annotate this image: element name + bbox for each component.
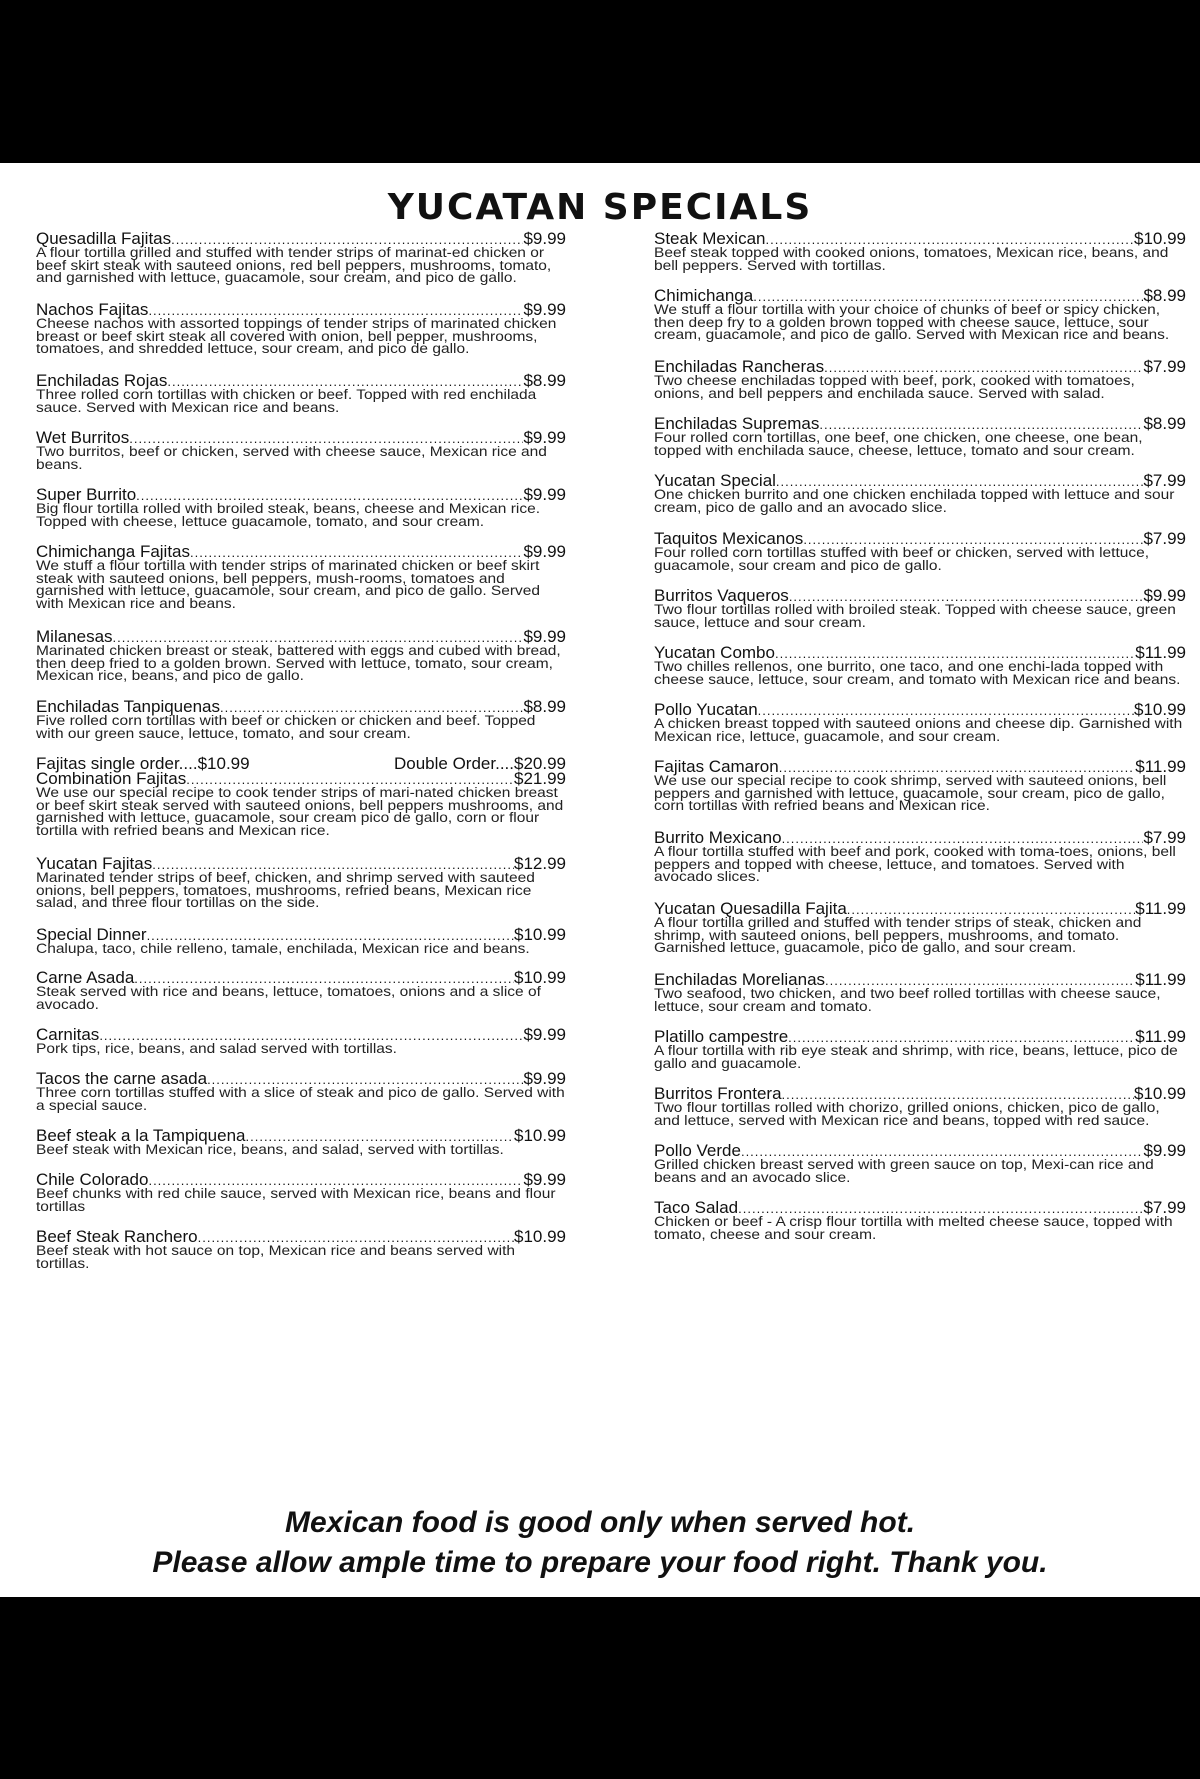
menu-item — [654, 585, 1186, 631]
fajitas-double-label: Double Order....$20.99 — [393, 754, 566, 774]
menu-item-price: $10.99 — [514, 968, 566, 988]
menu-item-description: Grilled chicken breast served with green sauce on top, Mexi-can rice and beans and an avocado slice. — [654, 1157, 1154, 1186]
menu-item — [36, 970, 566, 1013]
menu-item-price: $7.99 — [1143, 356, 1186, 376]
menu-item-name: Yucatan Special — [654, 471, 776, 491]
menu-item — [654, 288, 1186, 345]
menu-item-price: $8.99 — [1143, 414, 1186, 434]
menu-item — [654, 642, 1186, 688]
menu-item-description: A flour tortilla grilled and stuffed with tender strips of steak, chicken and shrimp, with sauteed onions, bell peppers, mushrooms, and tomato. Garnished lettuce, guacamole, pico de gallo, and sour cream. — [654, 915, 1142, 956]
fajitas-single-label: Fajitas single order....$10.99 — [36, 754, 250, 774]
menu-item-description: Chalupa, taco, chile relleno, tamale, enchilada, Mexican rice and beans. — [36, 940, 530, 957]
menu-item — [36, 1128, 566, 1158]
menu-item-description: Two flour tortillas rolled with broiled steak. Topped with cheese sauce, green sauce, lettuce and sour cream. — [654, 601, 1176, 631]
menu-item-name: Beef Steak Ranchero — [36, 1226, 198, 1246]
menu-item-name: Yucatan Quesadilla Fajita — [654, 898, 847, 918]
menu-item-description: Marinated chicken breast or steak, battered with eggs and cubed with bread, then deep fried to a golden brown. Served with lettuce, tomato, sour cream, Mexican rice, beans, and pico de gallo. — [36, 642, 561, 684]
menu-item-description: Beef steak with hot sauce on top, Mexican rice and beans served with tortillas. — [36, 1243, 516, 1272]
menu-item-price: $9.99 — [523, 1069, 566, 1088]
menu-item-name: Pollo Verde — [654, 1141, 741, 1161]
footer-line-2: Please allow ample time to prepare your food right. Thank you. — [152, 1546, 1048, 1579]
menu-item-price: $8.99 — [523, 370, 566, 390]
menu-item — [36, 924, 566, 957]
menu-item-name: Burrito Mexicano — [654, 828, 782, 848]
menu-item-description: Beef steak with Mexican rice, beans, and salad, served with tortillas. — [36, 1142, 504, 1158]
menu-item-price: $7.99 — [1143, 528, 1186, 548]
left-column — [36, 231, 566, 1286]
menu-item-name: Chimichanga Fajitas — [36, 542, 191, 562]
menu-item-description: Two chilles rellenos, one burrito, one taco, and one enchi-lada topped with cheese sauce, lettuce, sour cream, and tomato with Mexican rice and beans. — [654, 659, 1181, 688]
menu-item — [654, 356, 1186, 402]
menu-item-description: We stuff a flour tortilla with your choice of chunks of beef or spicy chicken, then deep fry to a golden brown topped with cheese sauce, lettuce, sour cream, guacamole, and pico de gallo. Served with Mexican rice and beans. — [654, 302, 1170, 343]
menu-item-price: $11.99 — [1135, 757, 1186, 777]
menu-item — [36, 1027, 566, 1057]
menu-item-price: $7.99 — [1143, 828, 1186, 848]
menu-item-price: $9.99 — [523, 542, 566, 562]
menu-item-description: Two cheese enchiladas topped with beef, pork, cooked with tomatoes, onions, and bell peppers and enchilada sauce. Served with salad. — [654, 373, 1135, 402]
menu-item-head — [36, 370, 566, 390]
menu-item-name: Enchiladas Morelianas — [654, 969, 826, 989]
right-items-group — [654, 231, 1186, 1244]
menu-item-name: Tacos the carne asada — [36, 1069, 208, 1088]
menu-item — [654, 231, 1186, 274]
menu-item — [36, 626, 566, 686]
menu-item-name: Combination Fajitas — [36, 769, 187, 789]
menu-item-name: Enchiladas Supremas — [654, 414, 820, 434]
bottom-black-bar — [0, 1597, 1200, 1779]
menu-item-name: Fajitas Camaron — [654, 757, 779, 777]
menu-item-description: We use our special recipe to cook shrimp, served with sauteed onions, bell peppers and garnished with lettuce, guacamole, sour cream, pico de gallo, corn tortillas with refried beans and Mexican rice. — [654, 773, 1167, 815]
menu-item-name: Taquitos Mexicanos — [654, 528, 804, 548]
menu-item-description: Pork tips, rice, beans, and salad served with tortillas. — [36, 1041, 397, 1058]
combination-fajitas-item — [36, 756, 566, 841]
menu-item-name: Enchiladas Tanpiquenas — [36, 697, 220, 717]
menu-page — [0, 163, 1200, 1597]
menu-item-name: Carne Asada — [36, 968, 135, 988]
menu-item-description: Three corn tortillas stuffed with a slice of steak and pico de gallo. Served with a special sauce. — [36, 1085, 565, 1114]
menu-item-price: $9.99 — [523, 484, 566, 504]
menu-item-description: One chicken burrito and one chicken enchilada topped with lettuce and sour cream, pico de gallo and an avocado slice. — [654, 487, 1175, 516]
menu-item — [654, 416, 1186, 459]
menu-item-name: Taco Salad — [654, 1198, 739, 1218]
menu-item-price: $9.99 — [1143, 1141, 1186, 1161]
menu-item-description: Four rolled corn tortillas, one beef, one chicken, one cheese, one bean, topped with enchilada sauce, cheese, lettuce, tomato and sour cream. — [654, 430, 1143, 459]
menu-item-name: Enchiladas Rojas — [36, 370, 168, 390]
menu-item-description: Two seafood, two chicken, and two beef rolled tortillas with cheese sauce, lettuce, sour cream and tomato. — [654, 985, 1161, 1014]
menu-item — [654, 830, 1186, 887]
top-black-bar — [0, 0, 1200, 163]
menu-item-price: $9.99 — [523, 229, 566, 248]
menu-item-price: $11.99 — [1135, 1026, 1186, 1046]
menu-item-price: $11.99 — [1135, 642, 1186, 662]
menu-item-description: Four rolled corn tortillas stuffed with beef or chicken, served with lettuce, guacamole, sour cream and pico de gallo. — [654, 544, 1150, 573]
menu-item-description: A flour tortilla stuffed with beef and pork, cooked with toma-toes, onions, bell peppers and topped with cheese, lettuce, and tomatoes. Served with avocado slices. — [654, 844, 1176, 885]
menu-item-name: Carnitas — [36, 1025, 100, 1045]
menu-item — [654, 1026, 1186, 1072]
menu-item-description: Five rolled corn tortillas with beef or chicken or chicken and beef. Topped with our green sauce, lettuce, tomato, and sour cream. — [36, 713, 536, 742]
menu-item-description: Beef steak topped with cooked onions, tomatoes, Mexican rice, beans, and bell peppers. Served with tortillas. — [654, 245, 1169, 274]
menu-item-price: $9.99 — [1143, 585, 1186, 605]
footer-note — [0, 1503, 1200, 1583]
menu-item-price: $10.99 — [1134, 700, 1186, 720]
menu-item — [36, 427, 566, 473]
right-column — [654, 231, 1186, 1258]
menu-item-name: Enchiladas Rancheras — [654, 356, 825, 376]
menu-item — [36, 299, 566, 359]
menu-item-price: $7.99 — [1143, 1198, 1186, 1218]
menu-item — [654, 1143, 1186, 1186]
menu-item-price: $9.99 — [523, 1169, 566, 1189]
menu-item-name: Milanesas — [36, 626, 113, 646]
menu-item-description: Chicken or beef - A crisp flour tortilla with melted cheese sauce, topped with tomato, cheese and sour cream. — [654, 1214, 1173, 1243]
menu-item-description: We use our special recipe to cook tender strips of mari-nated chicken breast or beef skirt steak served with sauteed onions, bell peppers mushrooms, and garnished with lettuce, guacamole, sour cream pico de gallo, corn or flour tortilla with refried beans and Mexican rice. — [36, 785, 564, 839]
menu-title: YUCATAN SPECIALS — [387, 187, 813, 228]
menu-item-name: Yucatan Fajitas — [36, 853, 153, 873]
menu-item — [654, 473, 1186, 516]
menu-item-price: $10.99 — [514, 1126, 566, 1146]
menu-item-name: Wet Burritos — [36, 427, 130, 447]
menu-item-price: $11.99 — [1135, 898, 1186, 918]
menu-item-price: $21.99 — [514, 769, 566, 789]
menu-item-description: Big flour tortilla rolled with broiled steak, beans, cheese and Mexican rice. Topped with cheese, lettuce guacamole, tomato, and sour cream. — [36, 501, 541, 530]
menu-item-price: $11.99 — [1135, 969, 1186, 989]
menu-item — [36, 544, 566, 614]
menu-item — [36, 370, 566, 416]
menu-item-price: $10.99 — [514, 924, 566, 944]
menu-item-description: Two flour tortillas rolled with chorizo, grilled onions, chicken, pico de gallo, and lettuce, served with Mexican rice and beans, topped with red sauce. — [654, 1100, 1160, 1129]
menu-item-description: A flour tortilla grilled and stuffed with tender strips of marinat-ed chicken or beef skirt steak with sauteed onions, red bell peppers, mushrooms, tomato, and garnished with lettuce, guacamole, sour cream, and pico de gallo. — [36, 245, 552, 286]
menu-item-name: Chimichanga — [654, 286, 754, 306]
menu-item-description: Cheese nachos with assorted toppings of tender strips of marinated chicken breast or beef skirt steak all covered with onion, bell pepper, mushrooms, tomatoes, and shredded lettuce, sour cream, and pico de gallo. — [36, 315, 557, 357]
menu-item-price: $9.99 — [523, 299, 566, 319]
menu-item-name: Super Burrito — [36, 484, 137, 504]
menu-item — [654, 898, 1186, 958]
menu-item-description: Beef chunks with red chile sauce, served with Mexican rice, beans and flour tortillas — [36, 1185, 556, 1215]
menu-item-price: $12.99 — [514, 853, 566, 873]
menu-item — [36, 699, 566, 742]
menu-item-name: Yucatan Combo — [654, 642, 775, 662]
menu-item-description: A chicken breast topped with sauteed onions and cheese dip. Garnished with Mexican rice, lettuce, guacamole, and sour cream. — [654, 716, 1183, 745]
menu-item-price: $10.99 — [514, 1226, 566, 1246]
menu-item-price: $7.99 — [1143, 471, 1186, 491]
menu-item — [36, 484, 566, 530]
menu-item-name: Steak Mexican — [654, 229, 766, 248]
menu-item-name: Burritos Frontera — [654, 1084, 782, 1103]
menu-item-name: Quesadilla Fajitas — [36, 229, 172, 248]
menu-item — [654, 1200, 1186, 1243]
menu-item — [36, 1169, 566, 1215]
menu-item — [36, 231, 566, 288]
left-items-group-1 — [36, 231, 566, 742]
menu-item-price: $8.99 — [523, 697, 566, 717]
menu-item-name: Chile Colorado — [36, 1169, 149, 1189]
menu-item-price: $9.99 — [523, 427, 566, 447]
menu-item-price: $9.99 — [523, 626, 566, 646]
left-items-group-2 — [36, 853, 566, 1272]
menu-item — [36, 853, 566, 913]
menu-item-name: Platillo campestre — [654, 1026, 789, 1046]
menu-item — [654, 759, 1186, 816]
menu-item — [654, 969, 1186, 1015]
menu-item-name: Special Dinner — [36, 924, 147, 944]
menu-item — [654, 702, 1186, 745]
menu-item-description: Two burritos, beef or chicken, served with cheese sauce, Mexican rice and beans. — [36, 443, 547, 473]
menu-item-price: $10.99 — [1134, 229, 1186, 248]
menu-item-head — [36, 626, 566, 646]
menu-item-price: $9.99 — [523, 1025, 566, 1045]
menu-item-name: Nachos Fajitas — [36, 299, 149, 319]
menu-item-description: Steak served with rice and beans, lettuce, tomatoes, onions and a slice of avocado. — [36, 984, 541, 1013]
menu-item — [36, 1226, 566, 1272]
menu-item-description: Three rolled corn tortillas with chicken or beef. Topped with red enchilada sauce. Served with Mexican rice and beans. — [36, 386, 537, 415]
menu-item-price: $8.99 — [1143, 286, 1186, 306]
menu-item-head — [654, 528, 1186, 548]
menu-item-description: Marinated tender strips of beef, chicken, and shrimp served with sauteed onions, bell peppers, tomatoes, mushrooms, refried beans, Mexican rice salad, and three flour tortillas on the side. — [36, 870, 535, 911]
menu-item-name: Pollo Yucatan — [654, 700, 758, 720]
menu-item — [654, 1086, 1186, 1129]
menu-item — [654, 528, 1186, 574]
menu-item — [36, 1071, 566, 1114]
menu-item-price: $10.99 — [1134, 1084, 1186, 1103]
menu-item-name: Burritos Vaqueros — [654, 585, 789, 605]
menu-item-description: We stuff a flour tortilla with tender strips of marinated chicken or beef skirt steak with sauteed onions, bell peppers, mush-rooms, tomatoes and garnished with lettuce, guacamole, sour cream, and pico de gallo. Served with Mexican rice and beans. — [36, 558, 541, 612]
menu-item-description: A flour tortilla with rib eye steak and shrimp, with rice, beans, lettuce, pico de gallo and guacamole. — [654, 1042, 1178, 1072]
menu-item-name: Beef steak a la Tampiquena — [36, 1126, 246, 1146]
footer-line-1: Mexican food is good only when served hot. — [284, 1506, 916, 1539]
